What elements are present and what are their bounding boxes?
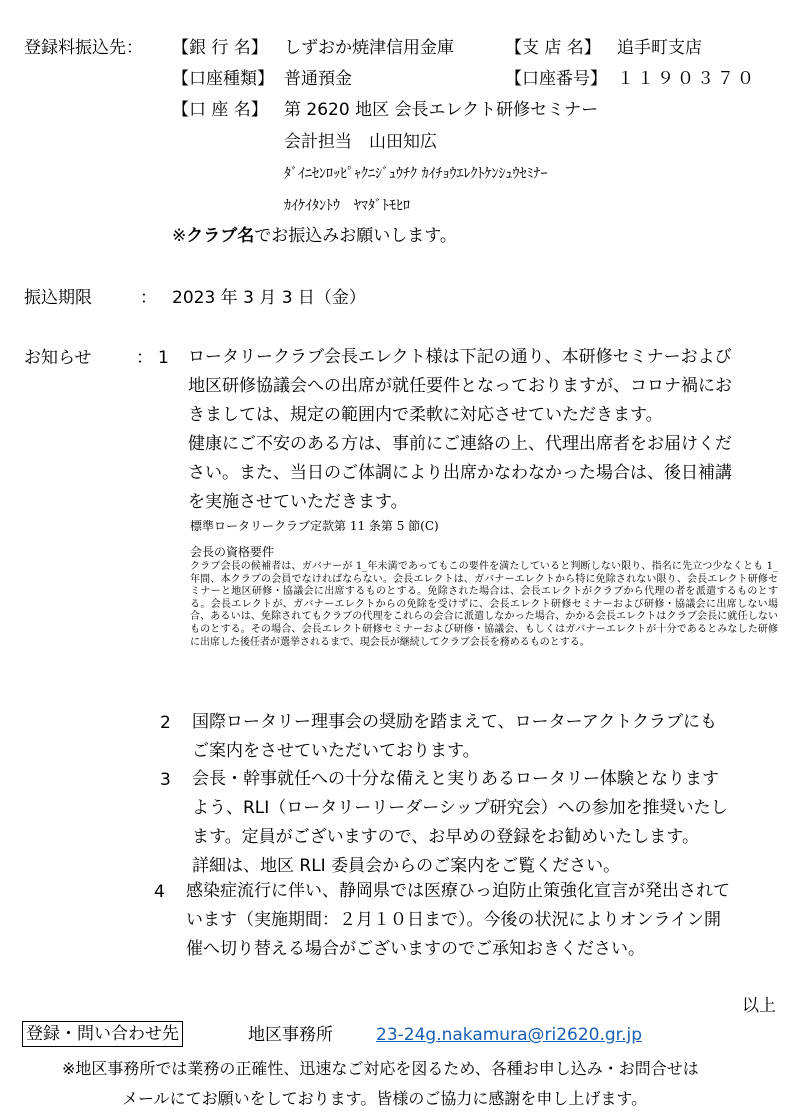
account-type: 普通預金: [284, 69, 352, 89]
notice-4-line: 催へ切り替える場合がございますのでご承知おきください。: [186, 939, 645, 959]
branch-name: 追手町支店: [617, 38, 702, 58]
bylaws-citation: 標準ロータリークラブ定款第 11 条第 5 節(C): [190, 519, 439, 533]
notice-2-line: 国際ロータリー理事会の奨励を踏まえて、ローターアクトクラブにも: [192, 712, 717, 732]
footer-note-line-1: ※地区事務所では業務の正確性、迅速なご対応を図るため、各種お申し込み・お問合せは: [62, 1059, 699, 1078]
notice-1-line: 健康にご不安のある方は、事前にご連絡の上、代理出席者をお届けくだ: [188, 434, 732, 454]
account-kana-line-2: ｶｲｹｲﾀﾝﾄｳ ﾔﾏﾀﾞﾄﾓﾋﾛ: [284, 198, 410, 214]
notice-3-line: 詳細は、地区 RLI 委員会からのご案内をご覧ください。: [192, 856, 621, 876]
notice-1-line: ロータリークラブ会長エレクト様は下記の通り、本研修セミナーおよび: [188, 347, 732, 367]
requirement-text: クラブ会長の候補者は、ガバナーが 1_年未満であってもこの要件を満たしていると判断しない限り、指名に先立つ少なくとも 1_年間、本クラブの会員でなければならない。会長エレクトは、ガバナーエレクトから特に免除されない限り、会長エレクト研修セミナーと地区研修・協議会に出席するものとする。免除された場合は、会長エレクトがクラブから代理の者を派遣するものとする。会長エレクトが、ガバナーエレクトからの免除を受けずに、会長エレクト研修セミナーおよび研修・協議会に出席しない場合、あるいは、免除されてもクラブの代理をこれらの会合に派遣しなかった場合、かかる会長エレクトはクラブ会長に就任しないものとする。その場合、会長エレクト研修セミナーおよび研修・協議会、もしくはガバナーエレクトが十分であるとみなした研修に出席した後任者が選挙されるまで、現会長が継続してクラブ会長を務めるものとする。: [190, 561, 778, 648]
notice-3-line: 会長・幹事就任への十分な備えと実りあるロータリー体験となります: [192, 769, 719, 789]
account-number: １１９０３７０: [617, 69, 757, 89]
branch-label: 【支 店 名】: [505, 38, 601, 58]
notice-2-text: [192, 708, 788, 766]
notice-2-number: 2: [160, 713, 171, 733]
account-name-line-2: 会計担当 山田知広: [284, 132, 437, 152]
account-name-line-1: 第 2620 地区 会長エレクト研修セミナー: [284, 100, 599, 120]
deadline-colon: ：: [140, 288, 157, 308]
notices-label: お知らせ: [24, 348, 92, 368]
account-name-label: 【口 座 名】: [172, 100, 268, 120]
club-name-note: [172, 224, 457, 248]
notice-1-line: きましては、規定の範囲内で柔軟に対応させていただきます。: [188, 405, 663, 425]
closing-mark: 以上: [742, 996, 776, 1016]
notice-4-text: [186, 877, 788, 964]
notice-1-number: 1: [158, 348, 169, 368]
account-kana-line-1: ﾀﾞｲﾆｾﾝﾛｯﾋﾟｬｸﾆｼﾞｭｳﾁｸ ｶｲﾁｮｳｴﾚｸﾄｹﾝｼｭｳｾﾐﾅｰ: [284, 166, 548, 182]
footer-note-line-2: メールにてお願いをしております。皆様のご協力に感謝を申し上げます。: [122, 1089, 648, 1108]
requirement-title: 会長の資格要件: [190, 545, 275, 559]
account-type-label: 【口座種類】: [172, 69, 274, 89]
notice-1-line: 地区研修協議会への出席が就任要件となっておりますが、コロナ禍にお: [188, 376, 732, 396]
account-number-label: 【口座番号】: [505, 69, 607, 89]
office-name: 地区事務所: [248, 1025, 333, 1045]
deadline-label: 振込期限: [24, 288, 92, 308]
notice-3-line: よう、RLI（ロータリーリーダーシップ研究会）への参加を推奨いたし: [192, 798, 728, 818]
notice-1-line: を実施させていただきます。: [188, 492, 408, 512]
notice-3-number: 3: [160, 770, 171, 790]
contact-email-link[interactable]: 23-24g.nakamura@ri2620.gr.jp: [376, 1025, 643, 1045]
note-suffix: でお振込みお願いします。: [254, 226, 457, 246]
notices-colon: ：: [136, 348, 153, 368]
notice-1-text: [188, 343, 788, 517]
note-prefix: ※: [172, 226, 187, 246]
contact-label: 登録・問い合わせ先: [22, 1021, 183, 1047]
deadline-value: 2023 年 3 月 3 日（金）: [172, 288, 366, 308]
notice-4-line: います（実施期間：２月１０日まで）。今後の状況によりオンライン開: [186, 910, 721, 930]
notice-3-line: ます。定員がございますので、お早めの登録をお勧めいたします。: [192, 827, 699, 847]
bank-name: しずおか焼津信用金庫: [284, 38, 454, 58]
notice-4-line: 感染症流行に伴い、静岡県では医療ひっ迫防止策強化宣言が発出されて: [186, 881, 730, 901]
notice-4-number: 4: [154, 882, 165, 902]
notice-1-line: さい。また、当日のご体調により出席かなわなかった場合は、後日補講: [188, 463, 732, 483]
notice-2-line: ご案内をさせていただいております。: [192, 741, 480, 761]
bank-label: 【銀 行 名】: [172, 38, 268, 58]
notice-3-text: [192, 765, 788, 881]
note-club-name: クラブ名: [186, 226, 255, 246]
registration-heading: 登録料振込先：: [24, 38, 143, 58]
